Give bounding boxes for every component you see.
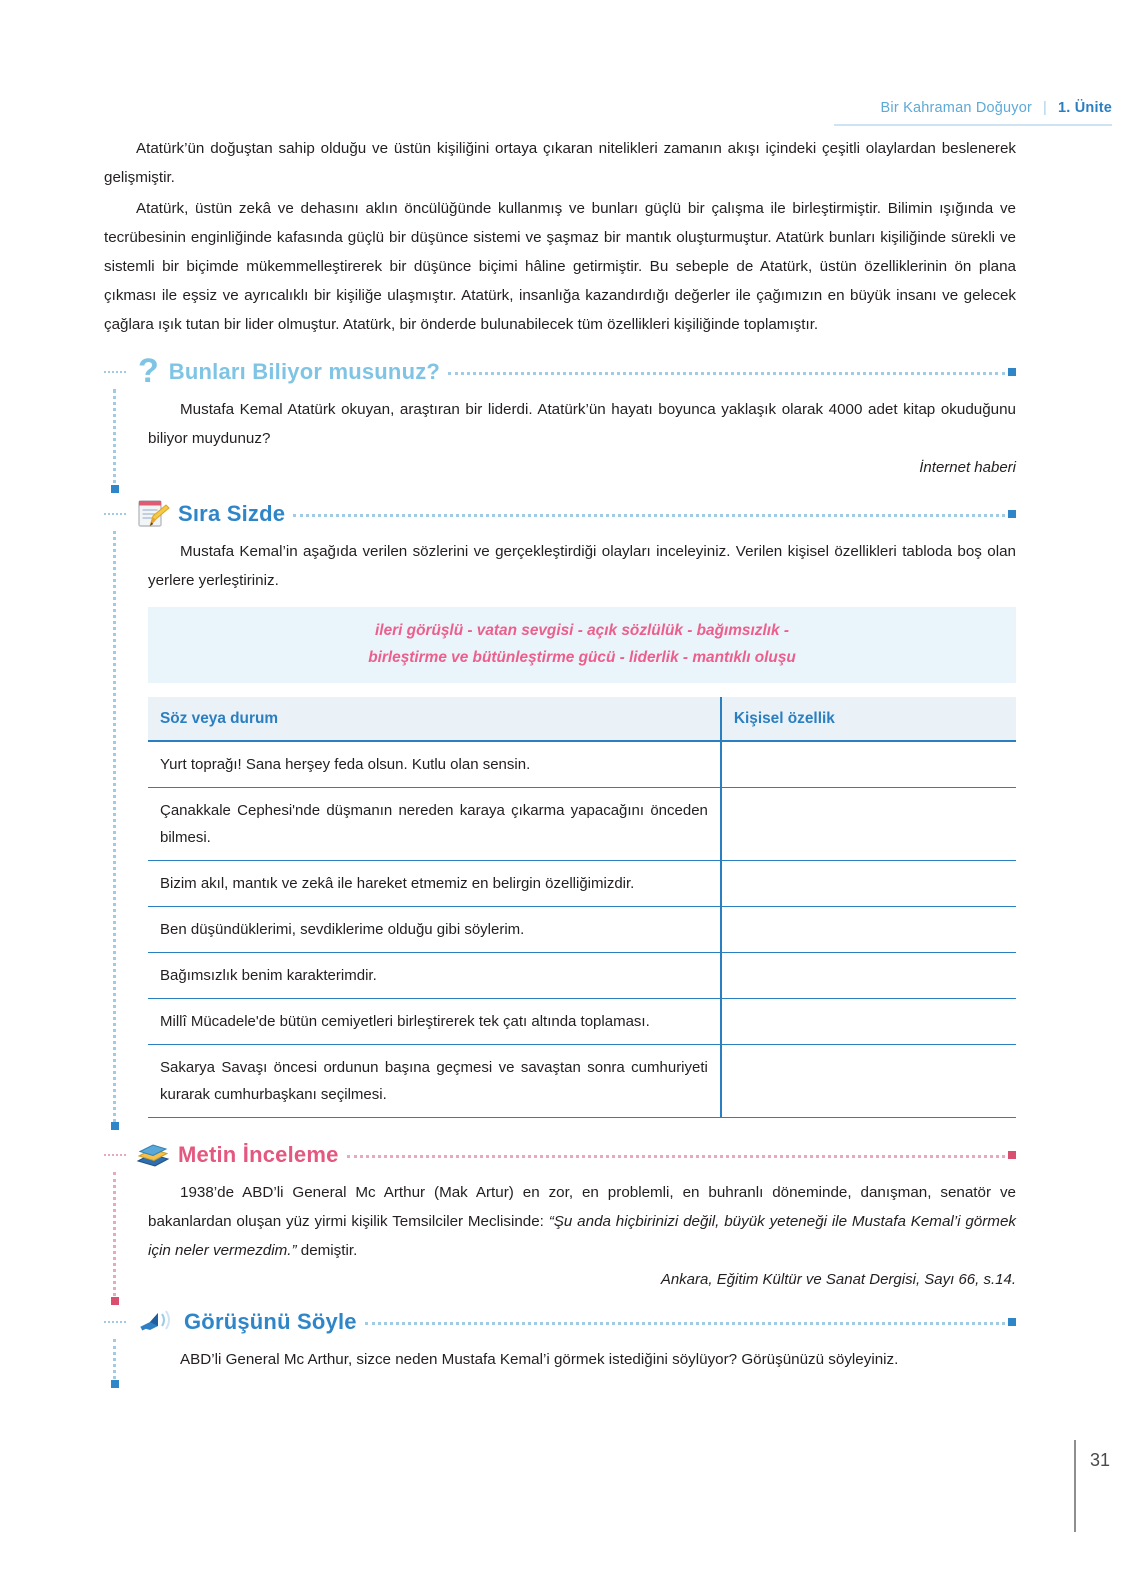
table-row — [148, 788, 1016, 861]
did-you-know-text: Mustafa Kemal Atatürk okuyan, araştıran bir liderdi. Atatürk’ün hayatı boyunca yaklaşık olarak 4000 adet kitap okuduğunu biliyor muydunuz? — [148, 401, 1016, 447]
table-cell-statement: Millî Mücadele'de bütün cemiyetleri birleştirerek tek çatı altında toplaması. — [148, 999, 721, 1045]
running-head-separator: | — [1043, 100, 1048, 116]
text-analysis-body — [104, 1172, 1016, 1303]
page-number: 31 — [1089, 1449, 1110, 1470]
table-cell-statement: Bizim akıl, mantık ve zekâ ile hareket etmemiz en belirgin özelliğimizdir. — [148, 861, 721, 907]
table-row — [148, 1045, 1016, 1118]
table-cell-trait-blank[interactable] — [721, 788, 1016, 861]
books-icon — [136, 1141, 170, 1169]
block-rule-end-cap — [111, 1122, 119, 1130]
give-opinion-title: Görüşünü Söyle — [184, 1309, 357, 1334]
did-you-know-header — [104, 352, 1016, 390]
give-opinion-text: ABD’li General Mc Arthur, sizce neden Mustafa Kemal’i görmek istediğini söylüyor? Görüşünüzü söyleyiniz. — [180, 1351, 899, 1368]
header-lead-dots — [104, 513, 126, 515]
table-cell-trait-blank[interactable] — [721, 1045, 1016, 1118]
block-vertical-dotted-rule — [113, 389, 116, 491]
table-cell-trait-blank[interactable] — [721, 741, 1016, 788]
word-bank-line-2: birleştirme ve bütünleştirme gücü - liderlik - mantıklı oluşu — [368, 649, 796, 666]
header-lead-dots — [104, 1321, 126, 1323]
table-row — [148, 861, 1016, 907]
give-opinion-block — [104, 1305, 1016, 1386]
running-head-rule — [834, 124, 1112, 126]
header-lead-dots — [104, 371, 126, 373]
text-analysis-title: Metin İnceleme — [178, 1142, 339, 1167]
table-cell-statement: Sakarya Savaşı öncesi ordunun başına geçmesi ve savaştan sonra cumhuriyeti kurarak cumhurbaşkanı seçilmesi. — [148, 1045, 721, 1118]
table-row — [148, 953, 1016, 999]
table-cell-statement: Bağımsızlık benim karakterimdir. — [148, 953, 721, 999]
traits-table — [148, 697, 1016, 1118]
table-cell-trait-blank[interactable] — [721, 999, 1016, 1045]
text-analysis-part-2: demiştir. — [296, 1242, 358, 1259]
page-number-footer — [1074, 1440, 1110, 1532]
table-header-trait: Kişisel özellik — [721, 697, 1016, 741]
table-body — [148, 741, 1016, 1118]
text-analysis-paragraph — [148, 1178, 1016, 1265]
running-head-unit: 1. Ünite — [1058, 100, 1112, 116]
word-bank-line-1: ileri görüşlü - vatan sevgisi - açık sözlülük - bağımsızlık - — [375, 622, 789, 639]
table-cell-statement: Ben düşündüklerimi, sevdiklerime olduğu gibi söylerim. — [148, 907, 721, 953]
running-head-chapter: Bir Kahraman Doğuyor — [880, 100, 1033, 116]
question-mark-icon: ? — [138, 352, 159, 390]
give-opinion-body — [104, 1339, 1016, 1386]
notepad-pencil-icon — [136, 499, 170, 529]
page-number-rule — [1074, 1440, 1076, 1532]
table-row — [148, 907, 1016, 953]
did-you-know-title: Bunları Biliyor musunuz? — [168, 359, 441, 384]
did-you-know-body — [104, 389, 1016, 491]
block-rule-end-cap — [111, 1297, 119, 1305]
header-trailing-dots — [293, 508, 1016, 520]
block-rule-end-cap — [111, 485, 119, 493]
text-analysis-source: Ankara, Eğitim Kültür ve Sanat Dergisi, Sayı 66, s.14. — [660, 1271, 1016, 1288]
did-you-know-source: İnternet haberi — [919, 459, 1016, 476]
header-trailing-dots — [347, 1149, 1016, 1161]
table-header-row — [148, 697, 1016, 741]
megaphone-icon — [136, 1308, 176, 1336]
your-turn-instructions: Mustafa Kemal’in aşağıda verilen sözlerini ve gerçekleştirdiği olayları inceleyiniz. Verilen kişisel özellikleri tabloda boş olan yerlere yerleştiriniz. — [148, 543, 1016, 589]
word-bank — [148, 607, 1016, 683]
text-analysis-header — [104, 1138, 1016, 1172]
text-analysis-part-1: 1938’de ABD’li General Mc Arthur (Mak Artur) en zor, en problemli, en buhranlı döneminde, danışman, senatör ve bakanlardan oluşan yüz yirmi kişilik Temsilciler Meclisinde: — [148, 1184, 1016, 1230]
header-trailing-dots — [365, 1316, 1016, 1328]
intro-paragraph-1: Atatürk’ün doğuştan sahip olduğu ve üstün kişiliğini ortaya çıkaran nitelikleri zamanın akışı içindeki çeşitli olaylardan beslenerek gelişmiştir. — [104, 140, 1016, 186]
page-content — [104, 134, 1016, 1386]
block-vertical-dotted-rule — [113, 531, 116, 1128]
your-turn-title: Sıra Sizde — [178, 501, 286, 526]
header-trailing-dots — [448, 366, 1016, 378]
text-analysis-quote: “Şu anda hiçbirinizi değil, büyük yeteneği ile Mustafa Kemal’i görmek için neler vermezdim.” — [148, 1213, 1016, 1259]
table-cell-trait-blank[interactable] — [721, 953, 1016, 999]
give-opinion-header — [104, 1305, 1016, 1339]
your-turn-body — [104, 531, 1016, 1128]
table-row — [148, 999, 1016, 1045]
header-lead-dots — [104, 1154, 126, 1156]
your-turn-header — [104, 497, 1016, 531]
did-you-know-block — [104, 352, 1016, 491]
table-cell-statement: Çanakkale Cephesi'nde düşmanın nereden karaya çıkarma yapacağını önceden bilmesi. — [148, 788, 721, 861]
block-rule-end-cap — [111, 1380, 119, 1388]
intro-paragraph-2: Atatürk, üstün zekâ ve dehasını aklın öncülüğünde kullanmış ve bunları güçlü bir çalışma ile birleştirmiştir. Bilimin ışığında ve tecrübesinin enginliğinde kafasında güçlü bir düşünce sistemi ve şaşmaz bir mantık oluşturmuştur. Atatürk bunları kişiliğinde sürekli ve sistemli bir biçimde mükemmelleştirerek bir düşünce biçimi hâline getirmiştir. Bu sebeple de Atatürk, üstün özelliklerinin ön plana çıkması ile eşsiz ve ayrıcalıklı bir kişiliğe ulaşmıştır. Atatürk, insanlığa kazandırdığı değerler ile çağımızın en büyük insanı ve gelecek çağlara ışık tutan bir lider olmuştur. Atatürk, bir önderde bulunabilecek tüm özellikleri kişiliğinde toplamıştır. — [104, 200, 1016, 333]
text-analysis-block — [104, 1138, 1016, 1303]
table-row — [148, 741, 1016, 788]
table-cell-statement: Yurt toprağı! Sana herşey feda olsun. Kutlu olan sensin. — [148, 741, 721, 788]
table-cell-trait-blank[interactable] — [721, 907, 1016, 953]
block-vertical-dotted-rule — [113, 1172, 116, 1303]
table-cell-trait-blank[interactable] — [721, 861, 1016, 907]
table-header-statement: Söz veya durum — [148, 697, 721, 741]
running-head — [881, 100, 1112, 116]
block-vertical-dotted-rule — [113, 1339, 116, 1386]
your-turn-block — [104, 497, 1016, 1128]
